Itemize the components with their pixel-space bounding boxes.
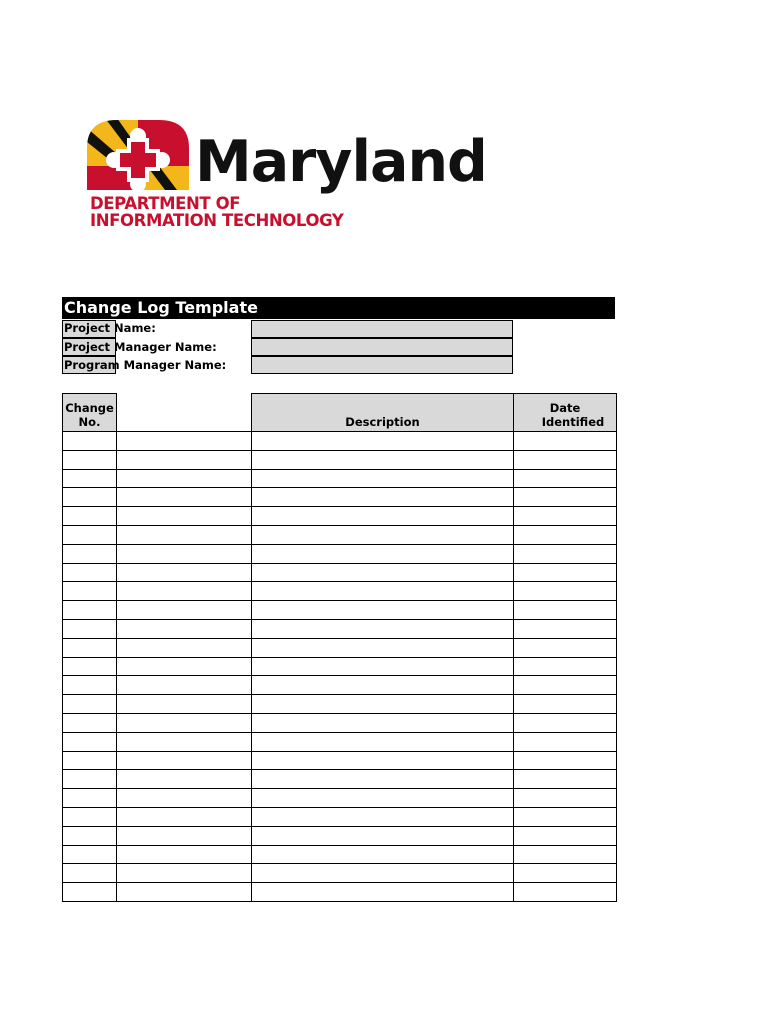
cell-date-identified[interactable] [514,601,617,620]
header-change-line1: Change [65,401,114,415]
maryland-doit-logo [87,118,487,238]
table-row [63,826,617,845]
cell-date-identified[interactable] [514,582,617,601]
cell-description[interactable] [252,770,514,789]
table-row [63,450,617,469]
cell-change-no[interactable] [63,864,117,883]
cell-description[interactable] [252,807,514,826]
cell-description[interactable] [252,751,514,770]
change-log-table [62,393,617,902]
header-blank [117,394,252,432]
cell-blank[interactable] [117,845,252,864]
cell-blank[interactable] [117,563,252,582]
header-date-line2: Identified [541,415,605,429]
cell-blank[interactable] [117,864,252,883]
header-change-line2: No. [78,415,101,429]
cell-change-no[interactable] [63,883,117,902]
cell-blank[interactable] [117,450,252,469]
header-description [252,394,514,432]
header-date-line1: Date [549,401,581,415]
cell-blank[interactable] [117,751,252,770]
cell-change-no[interactable] [63,732,117,751]
cell-change-no[interactable] [63,525,117,544]
page-title: Change Log Template [62,297,615,319]
cell-date-identified[interactable] [514,732,617,751]
cell-description[interactable] [252,883,514,902]
cell-date-identified[interactable] [514,507,617,526]
cell-description[interactable] [252,582,514,601]
cell-change-no[interactable] [63,563,117,582]
cell-date-identified[interactable] [514,807,617,826]
cell-date-identified[interactable] [514,883,617,902]
cell-description[interactable] [252,657,514,676]
cell-blank[interactable] [117,601,252,620]
table-row [63,638,617,657]
table-row [63,488,617,507]
header-description-label: Description [345,415,420,429]
cell-date-identified[interactable] [514,751,617,770]
cell-date-identified[interactable] [514,619,617,638]
cell-description[interactable] [252,676,514,695]
cell-change-no[interactable] [63,845,117,864]
cell-description[interactable] [252,864,514,883]
cell-change-no[interactable] [63,638,117,657]
table-header-row [63,394,617,432]
cell-description[interactable] [252,619,514,638]
cell-date-identified[interactable] [514,432,617,451]
cell-description[interactable] [252,713,514,732]
cell-blank[interactable] [117,619,252,638]
cell-description[interactable] [252,601,514,620]
cell-change-no[interactable] [63,657,117,676]
cell-description[interactable] [252,826,514,845]
table-row [63,544,617,563]
cell-description[interactable] [252,469,514,488]
cell-change-no[interactable] [63,713,117,732]
cell-date-identified[interactable] [514,845,617,864]
cell-blank[interactable] [117,582,252,601]
cell-description[interactable] [252,432,514,451]
table-row [63,676,617,695]
project-manager-name-label: Project Manager Name: [64,340,217,354]
cell-blank[interactable] [117,432,252,451]
table-row [63,507,617,526]
cell-change-no[interactable] [63,770,117,789]
cell-blank[interactable] [117,676,252,695]
table-row [63,657,617,676]
table-row [63,713,617,732]
cell-date-identified[interactable] [514,469,617,488]
cell-description[interactable] [252,544,514,563]
table-row [63,845,617,864]
cell-date-identified[interactable] [514,770,617,789]
cell-blank[interactable] [117,695,252,714]
logo-wordmark: Maryland [195,129,487,195]
logo-subtitle-line1: DEPARTMENT OF [90,194,241,213]
program-manager-name-field[interactable] [251,356,513,374]
table-row [63,732,617,751]
cell-blank[interactable] [117,507,252,526]
project-name-field[interactable] [251,320,513,338]
cell-blank[interactable] [117,525,252,544]
cell-change-no[interactable] [63,450,117,469]
logo-subtitle [90,195,343,229]
table-row [63,789,617,808]
cell-change-no[interactable] [63,695,117,714]
table-row [63,525,617,544]
cell-description[interactable] [252,789,514,808]
cell-date-identified[interactable] [514,450,617,469]
table-row [63,619,617,638]
cell-date-identified[interactable] [514,789,617,808]
cell-blank[interactable] [117,732,252,751]
cell-blank[interactable] [117,713,252,732]
maryland-flag-icon [87,118,189,190]
cell-date-identified[interactable] [514,676,617,695]
table-row [63,432,617,451]
cell-blank[interactable] [117,488,252,507]
cell-change-no[interactable] [63,544,117,563]
cell-description[interactable] [252,845,514,864]
logo-subtitle-line2: INFORMATION TECHNOLOGY [90,211,344,230]
cell-blank[interactable] [117,807,252,826]
cell-blank[interactable] [117,883,252,902]
program-manager-name-label: Program Manager Name: [64,358,227,372]
cell-blank[interactable] [117,638,252,657]
table-row [63,864,617,883]
cell-date-identified[interactable] [514,713,617,732]
cell-date-identified[interactable] [514,864,617,883]
cell-description[interactable] [252,450,514,469]
cell-date-identified[interactable] [514,525,617,544]
change-log-body [63,432,617,902]
cell-description[interactable] [252,488,514,507]
cell-date-identified[interactable] [514,826,617,845]
cell-description[interactable] [252,732,514,751]
header-change-no [63,394,117,432]
table-row [63,582,617,601]
table-row [63,751,617,770]
project-name-label: Project Name: [64,321,156,335]
cell-change-no[interactable] [63,432,117,451]
cell-date-identified[interactable] [514,657,617,676]
cell-date-identified[interactable] [514,488,617,507]
cell-change-no[interactable] [63,807,117,826]
cell-change-no[interactable] [63,619,117,638]
table-row [63,770,617,789]
project-manager-name-field[interactable] [251,338,513,356]
cell-blank[interactable] [117,657,252,676]
cell-date-identified[interactable] [514,695,617,714]
table-row [63,695,617,714]
cell-blank[interactable] [117,789,252,808]
cell-description[interactable] [252,638,514,657]
cell-change-no[interactable] [63,676,117,695]
cell-change-no[interactable] [63,469,117,488]
cell-date-identified[interactable] [514,544,617,563]
cell-date-identified[interactable] [514,563,617,582]
cell-change-no[interactable] [63,582,117,601]
cell-change-no[interactable] [63,826,117,845]
cell-blank[interactable] [117,826,252,845]
cell-blank[interactable] [117,544,252,563]
cell-blank[interactable] [117,770,252,789]
table-row [63,601,617,620]
cell-description[interactable] [252,563,514,582]
table-row [63,469,617,488]
cell-description[interactable] [252,525,514,544]
cell-description[interactable] [252,507,514,526]
table-row [63,807,617,826]
table-row [63,563,617,582]
cell-change-no[interactable] [63,751,117,770]
cell-change-no[interactable] [63,488,117,507]
header-date-identified [514,394,617,432]
table-row [63,883,617,902]
cell-description[interactable] [252,695,514,714]
cell-change-no[interactable] [63,789,117,808]
cell-change-no[interactable] [63,507,117,526]
cell-date-identified[interactable] [514,638,617,657]
cell-blank[interactable] [117,469,252,488]
cell-change-no[interactable] [63,601,117,620]
